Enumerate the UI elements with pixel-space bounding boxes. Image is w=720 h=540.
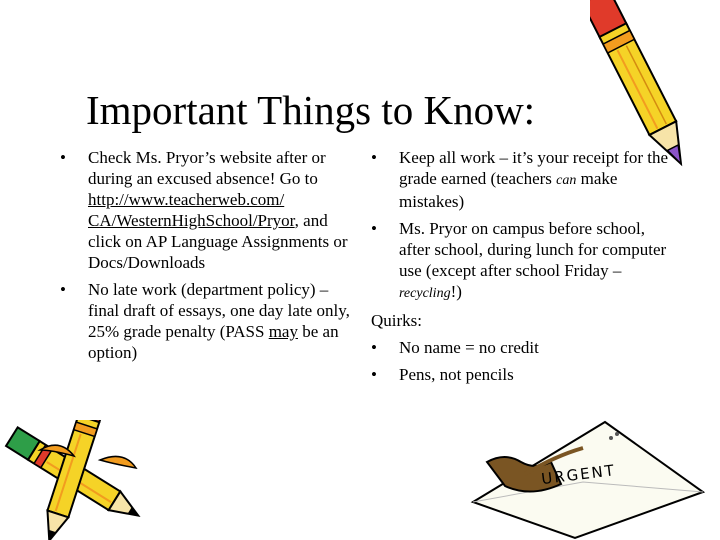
- list-item: [371, 337, 671, 358]
- list-item: [60, 147, 350, 273]
- bullet-marker: •: [60, 280, 66, 299]
- crossed-pencils-icon: [0, 420, 175, 540]
- item-text: No late work (department policy) – final draft of essays, one day late only, 25% grade penalty (PASS: [88, 280, 350, 341]
- item-text-continued: , and click on AP Language Assignments or Docs/Downloads: [88, 211, 348, 272]
- right-bullet-list: [371, 147, 671, 304]
- link-line-1: http://www.teacherweb.com/: [88, 190, 285, 209]
- quirks-label: Quirks:: [371, 311, 422, 330]
- list-item: [371, 147, 671, 212]
- urgent-stamp-text: URGENT: [540, 461, 617, 489]
- slide-title: Important Things to Know:: [86, 87, 536, 133]
- left-bullet-list: [60, 147, 350, 363]
- left-column: [60, 147, 350, 369]
- bullet-marker: •: [371, 148, 377, 167]
- right-column: [371, 147, 671, 391]
- link-line-2: CA/WesternHighSchool/Pryor: [88, 211, 295, 230]
- item-text-continued: !): [450, 282, 462, 301]
- item-text: Check Ms. Pryor’s website after or during an excused absence! Go to: [88, 148, 326, 188]
- bullet-marker: •: [60, 148, 66, 167]
- item-text: Pens, not pencils: [399, 365, 514, 384]
- underlined-word: may: [268, 322, 298, 341]
- teacherweb-link[interactable]: [88, 190, 295, 230]
- item-text-continued: be an option): [88, 322, 339, 362]
- item-text: No name = no credit: [399, 338, 539, 357]
- bullet-marker: •: [371, 338, 377, 357]
- list-item: [371, 218, 671, 304]
- italic-word: recycling: [399, 286, 451, 301]
- bullet-marker: •: [371, 219, 377, 238]
- quirks-list: [371, 337, 671, 385]
- list-item: [60, 279, 350, 363]
- item-text: Keep all work – it’s your receipt for the grade earned (teachers: [399, 148, 669, 188]
- item-text-continued: make mistakes): [399, 169, 618, 211]
- urgent-envelope-icon: [465, 410, 705, 540]
- bullet-marker: •: [371, 365, 377, 384]
- italic-word: can: [556, 173, 577, 188]
- list-item: [371, 364, 671, 385]
- item-text: Ms. Pryor on campus before school, after school, during lunch for computer use (except after school Friday –: [399, 219, 667, 280]
